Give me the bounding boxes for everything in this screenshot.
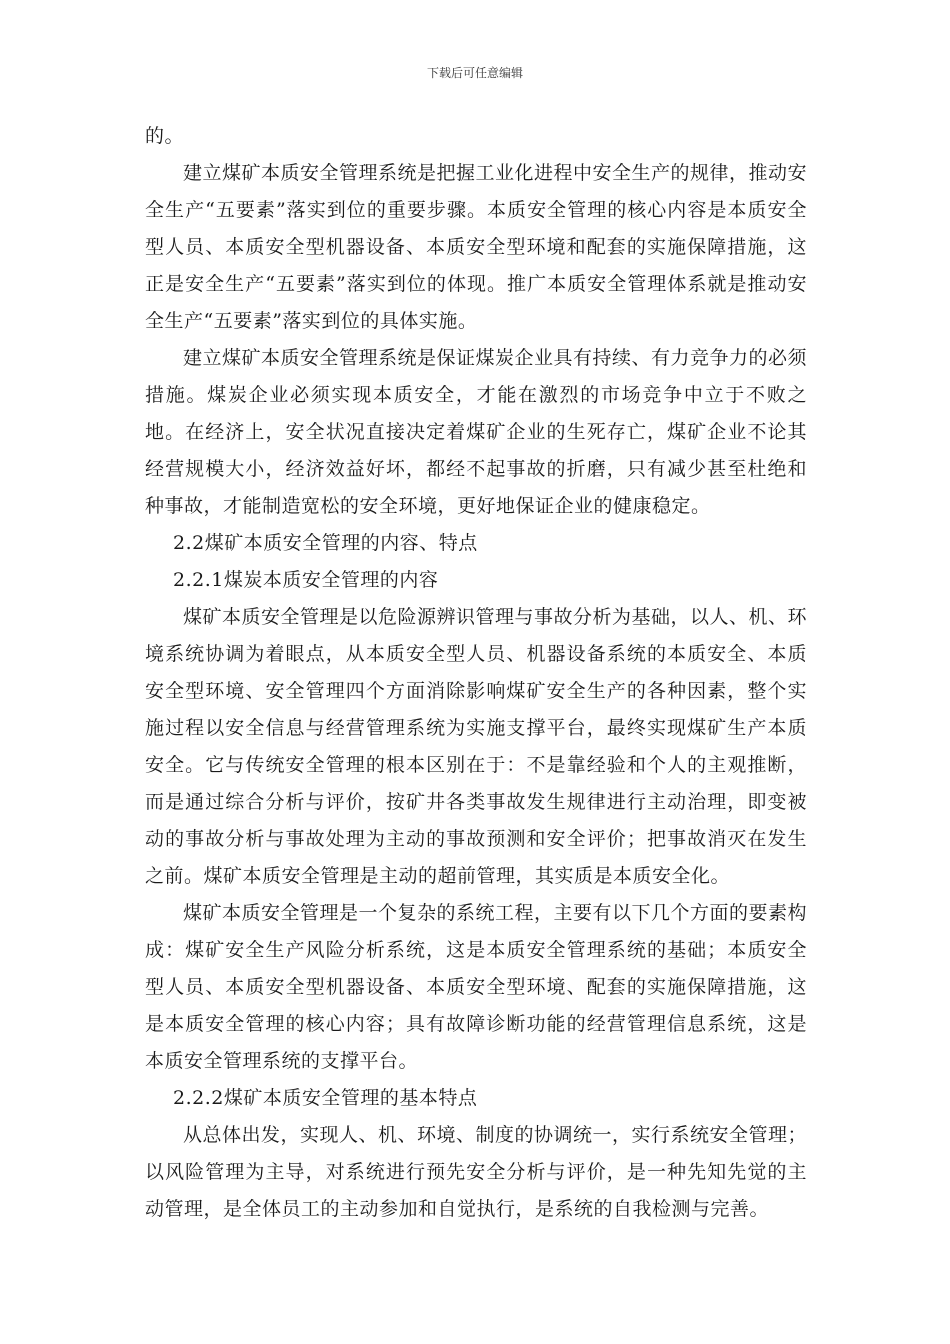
- page-header: 下载后可任意编辑: [426, 66, 523, 80]
- paragraph-five-elements: 建立煤矿本质安全管理系统是把握工业化进程中安全生产的规律，推动安全生产“五要素”落实到位的重要步骤。本质安全管理的核心内容是本质安全型人员、本质安全型机器设备、本质安全型环境和配套的实施保障措施，这正是安全生产“五要素”落实到位的体现。推广本质安全管理体系就是推动安全生产“五要素”落实到位的具体实施。: [145, 162, 808, 332]
- paragraph-management-content: 煤矿本质安全管理是以危险源辨识管理与事故分析为基础，以人、机、环境系统协调为着眼点，从本质安全型人员、机器设备系统的本质安全、本质安全型环境、安全管理四个方面消除影响煤矿安全生产的各种因素，整个实施过程以安全信息与经营管理系统为实施支撑平台，最终实现煤矿生产本质安全。它与传统安全管理的根本区别在于：不是靠经验和个人的主观推断，而是通过综合分析与评价，按矿井各类事故发生规律进行主动治理，即变被动的事故分析与事故处理为主动的事故预测和安全评价；把事故消灭在发生之前。煤矿本质安全管理是主动的超前管理，其实质是本质安全化。: [145, 606, 808, 887]
- document-body: [145, 118, 807, 1228]
- paragraph-basic-features: 从总体出发，实现人、机、环境、制度的协调统一，实行系统安全管理；以风险管理为主导，对系统进行预先安全分析与评价，是一种先知先觉的主动管理，是全体员工的主动参加和自觉执行，是系统的自我检测与完善。: [145, 1124, 808, 1220]
- section-heading-2-2-2: 2.2.2煤矿本质安全管理的基本特点: [173, 1087, 478, 1109]
- paragraph-continuation: 的。: [145, 125, 185, 147]
- paragraph-competitiveness: 建立煤矿本质安全管理系统是保证煤炭企业具有持续、有力竞争力的必须措施。煤炭企业必须实现本质安全，才能在激烈的市场竞争中立于不败之地。在经济上，安全状况直接决定着煤矿企业的生死存亡，煤矿企业不论其经营规模大小，经济效益好坏，都经不起事故的折磨，只有减少甚至杜绝和种事故，才能制造宽松的安全环境，更好地保证企业的健康稳定。: [145, 347, 808, 517]
- paragraph-system-elements: 煤矿本质安全管理是一个复杂的系统工程，主要有以下几个方面的要素构成：煤矿安全生产风险分析系统，这是本质安全管理系统的基础；本质安全型人员、本质安全型机器设备、本质安全型环境、配套的实施保障措施，这是本质安全管理的核心内容；具有故障诊断功能的经营管理信息系统，这是本质安全管理系统的支撑平台。: [145, 902, 808, 1072]
- section-heading-2-2: 2.2煤矿本质安全管理的内容、特点: [173, 532, 478, 554]
- section-heading-2-2-1: 2.2.1煤炭本质安全管理的内容: [173, 569, 439, 591]
